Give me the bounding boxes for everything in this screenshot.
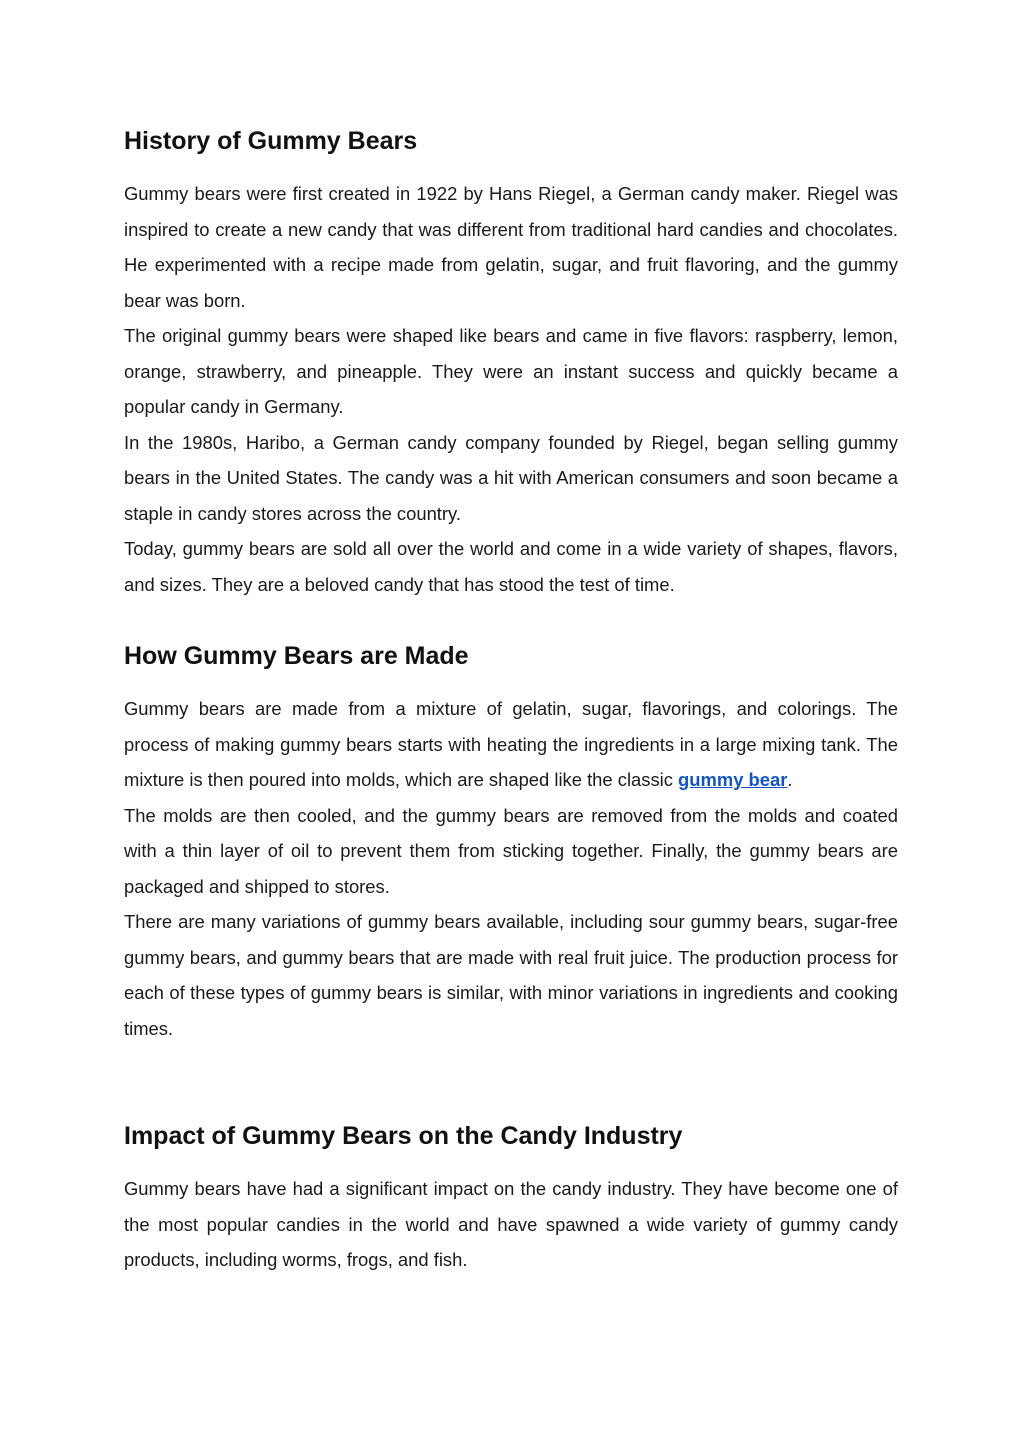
paragraph-with-link bbox=[124, 691, 898, 798]
paragraph: In the 1980s, Haribo, a German candy company founded by Riegel, began selling gummy bears in the United States. The candy was a hit with American consumers and soon became a staple in candy stores across the country. bbox=[124, 431, 898, 524]
paragraph: Gummy bears have had a significant impact on the candy industry. They have become one of the most popular candies in the world and have spawned a wide variety of gummy candy products, including worms, frogs, and fish. bbox=[124, 1178, 898, 1270]
paragraph: The molds are then cooled, and the gummy bears are removed from the molds and coated with a thin layer of oil to prevent them from sticking together. Finally, the gummy bears are packaged and shipped to stores. bbox=[124, 804, 898, 897]
paragraph-text: Gummy bears are made from a mixture of gelatin, sugar, flavorings, and colorings. The process of making gummy bears starts with heating the ingredients in a large mixing tank. The mixture is then poured into molds, which are shaped like the classic bbox=[124, 698, 898, 790]
section-body-history bbox=[124, 176, 898, 602]
section-body-impact bbox=[124, 1171, 898, 1278]
paragraph: The original gummy bears were shaped like bears and came in five flavors: raspberry, lemon, orange, strawberry, and pineapple. They were an instant success and quickly became a popular candy in Germany. bbox=[124, 325, 898, 417]
paragraph: There are many variations of gummy bears available, including sour gummy bears, sugar-free gummy bears, and gummy bears that are made with real fruit juice. The production process for each of these types of gummy bears is similar, with minor variations in ingredients and cooking times. bbox=[124, 911, 898, 1039]
gummy-bear-link[interactable]: gummy bear bbox=[678, 769, 788, 790]
paragraph-text-end: . bbox=[787, 769, 793, 790]
section-heading-impact: Impact of Gummy Bears on the Candy Industry bbox=[124, 1122, 683, 1150]
paragraph: Today, gummy bears are sold all over the world and come in a wide variety of shapes, flavors, and sizes. They are a beloved candy that has stood the test of time. bbox=[124, 538, 898, 595]
section-heading-how-made: How Gummy Bears are Made bbox=[124, 642, 469, 670]
section-body-how-made bbox=[124, 691, 898, 1046]
section-heading-history: History of Gummy Bears bbox=[124, 127, 418, 155]
paragraph: Gummy bears were first created in 1922 by Hans Riegel, a German candy maker. Riegel was inspired to create a new candy that was different from traditional hard candies and chocolates. He experimented with a recipe made from gelatin, sugar, and fruit flavoring, and the gummy bear was born. bbox=[124, 183, 898, 311]
